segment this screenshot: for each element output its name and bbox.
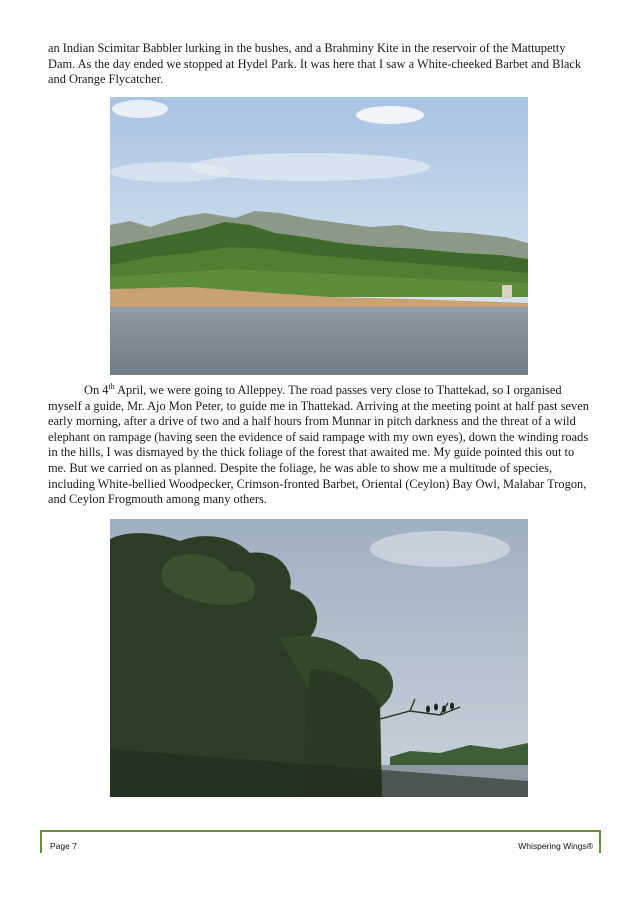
ordinal-superscript: th <box>108 381 115 391</box>
forest-river-photo <box>110 519 528 797</box>
page-number: Page 7 <box>50 841 77 851</box>
page-footer <box>40 830 601 853</box>
publication-name: Whispering Wings® <box>518 841 593 851</box>
paragraph-2-rest: April, we were going to Alleppey. The road passes very close to Thattekad, so I organised myself a guide, Mr. Ajo Mon Peter, to guide me in Thattekad. Arriving at the meeting point at half past seven early morning, after a drive of two and a half hours from Munnar in pitch darkness and the threat of a wild elephant on rampage (having seen the evidence of said rampage with my own eyes), down the winding roads in the hills, I was dismayed by the thick foliage of the forest that awaited me. My guide pointed this out to me. But we carried on as planned. Despite the foliage, he was able to show me a multitude of species, including White-bellied Woodpecker, Crimson-fronted Barbet, Oriental (Ceylon) Bay Owl, Malabar Trogon, and Ceylon Frogmouth among many others. <box>48 383 589 507</box>
body-paragraph-1: an Indian Scimitar Babbler lurking in the bushes, and a Brahminy Kite in the reservoir of the Mattupetty Dam. As the day ended we stopped at Hydel Park. It was here that I saw a White-cheeked Barbet and Black and Orange Flycatcher. <box>48 41 582 87</box>
reservoir-hills-photo <box>110 97 528 375</box>
body-paragraph-2 <box>48 383 595 508</box>
forest-image <box>110 519 528 797</box>
landscape-image <box>110 97 528 375</box>
paragraph-2-start: On 4 <box>84 383 109 397</box>
